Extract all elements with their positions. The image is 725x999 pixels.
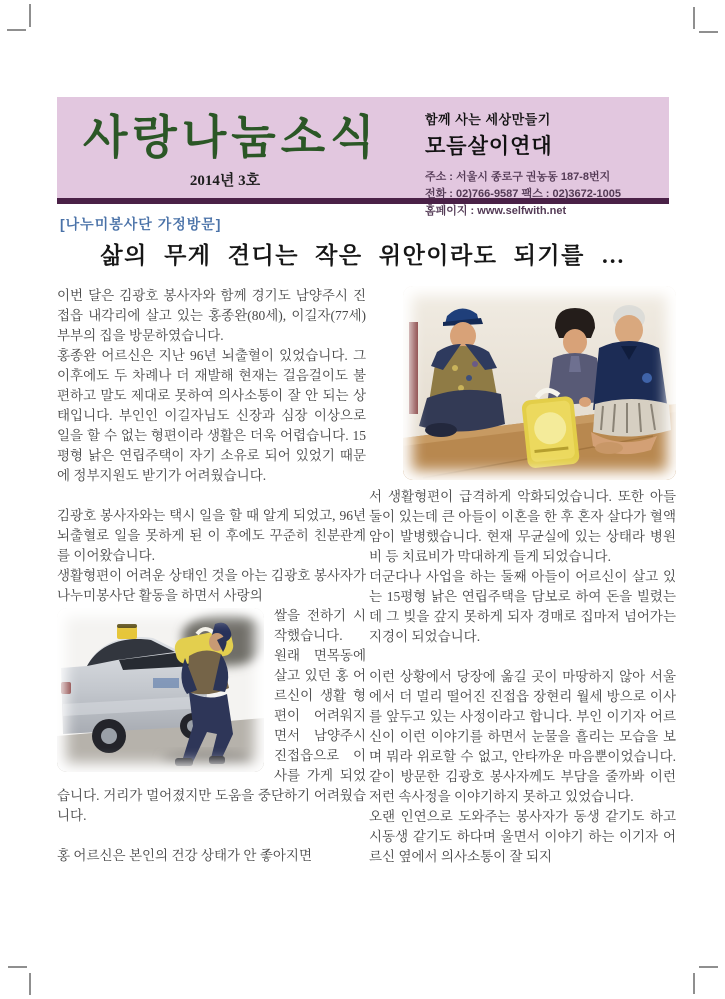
family-photo-illustration xyxy=(403,286,676,480)
crop-mark-bottom-right-h xyxy=(699,966,718,968)
article-paragraph: 김광호 봉사자와는 택시 일을 할 때 알게 되었고, 96년 뇌출혈로 일을 못하게 된 이 후에도 꾸준히 친분관계를 이어왔습니다. xyxy=(57,508,366,563)
paragraph-gap xyxy=(369,647,676,667)
article-paragraph: 쌀을 전하기 시작했습니다. xyxy=(274,608,366,643)
article-paragraph: 이런 상황에서 당장에 옮길 곳이 마땅하지 않아 서울에서 더 멀리 떨어진 진접읍 장현리 월세 방으로 이사를 앞두고 있는 사정이라고 합니다. 부인 이기자 어르신이 이런 이야기를 하면서 눈물을 흘리는 모습을 보며 뭐라 위로할 수 없고, 안타까운 마음뿐이었습니다. 같이 방문한 김광호 봉사자께도 부담을 줄까봐 이런저런 속사정을 이야기하지 못하고 있었습니다. xyxy=(369,669,676,804)
org-contact-block xyxy=(425,169,660,220)
section-tag: [나누미봉사단 가정방문] xyxy=(60,216,222,232)
article-paragraph: 오랜 인연으로 도와주는 봉사자가 동생 같기도 하고 시동생 같기도 하다며 울면서 이야기 하는 이기자 어르신 옆에서 의사소통이 잘 되지 xyxy=(369,809,676,864)
paragraph-gap xyxy=(57,486,366,506)
article-paragraph: 생활형편이 어려운 상태인 것을 아는 김광호 봉사자가 나누미봉사단 활동을 하면서 사랑의 xyxy=(57,568,366,603)
crop-mark-top-right-h xyxy=(699,31,718,33)
article-paragraph: 홍 어르신은 본인의 건강 상태가 안 좋아지면 xyxy=(57,848,312,863)
article-right-column xyxy=(369,286,676,867)
crop-mark-top-left-v xyxy=(29,4,31,27)
article-paragraph: 이번 달은 김광호 봉사자와 함께 경기도 남양주시 진접읍 내각리에 살고 있는 홍종완(80세), 이길자(77세) 부부의 집을 방문하였습니다. xyxy=(57,288,366,343)
org-info-block xyxy=(425,109,660,220)
crop-mark-bottom-left-v xyxy=(29,973,31,995)
crop-mark-top-right-v xyxy=(693,7,695,29)
org-tagline: 함께 사는 세상만들기 xyxy=(425,112,551,127)
crop-mark-top-left-h xyxy=(7,29,26,31)
org-address: 주소 : 서울시 종로구 권농동 187-8번지 xyxy=(425,171,611,183)
taxi-photo xyxy=(57,608,264,772)
article-paragraph: 원래 면목동에 살고 있던 홍 어르신이 생활 형편이 어려워지면서 남양주시 진접읍으로 이사를 가게 되었습니다. 거리가 멀어졌지만 도움을 중단하기 어려웠습니다. xyxy=(57,648,366,823)
article-paragraph: 서 생활형편이 급격하게 악화되었습니다. 또한 아들 둘이 있는데 큰 아들이 이혼을 한 후 혼자 살다가 혈액암이 발병했습니다. 현재 무균실에 있는 상태라 병원비 등 치료비가 막대하게 들게 되었습니다. xyxy=(369,489,676,564)
org-phone-fax: 전화 : 02)766-9587 팩스 : 02)3672-1005 xyxy=(425,188,621,200)
newsletter-title: 사랑나눔소식 xyxy=(83,111,380,163)
paragraph-gap xyxy=(57,826,366,846)
article-paragraph: 홍종완 어르신은 지난 96년 뇌출혈이 있었습니다. 그 이후에도 두 차례나 더 재발해 현재는 걸음걸이도 불편하고 말도 제대로 못하여 의사소통이 잘 안 되는 상태입니다. 부인인 이길자님도 신장과 심장 이상으로 일을 할 수 없는 형편이라 생활은 더욱 어렵습니다. 15평형 낡은 연립주택이 자기 소유로 되어 있었기 때문에 정부지원도 받기가 어려웠습니다. xyxy=(57,348,366,483)
article-left-column xyxy=(57,286,366,866)
crop-mark-bottom-left-h xyxy=(8,966,27,968)
taxi-photo-illustration xyxy=(57,608,264,772)
family-photo xyxy=(403,286,676,480)
org-website: 홈페이지 : www.selfwith.net xyxy=(425,205,567,217)
masthead-banner xyxy=(57,97,669,217)
org-name: 모듬살이연대 xyxy=(425,135,553,158)
crop-mark-bottom-right-v xyxy=(693,973,695,994)
issue-number: 2014년 3호 xyxy=(189,173,261,189)
article-paragraph: 더군다나 사업을 하는 둘째 아들이 어르신이 살고 있는 15평형 낡은 연립주택을 담보로 하여 돈을 빌렸는데 그 빚을 갚지 못하게 되자 경매로 집마저 넘어가는 지경이 되었습니다. xyxy=(369,569,676,644)
article-headline: 삶의 무게 견디는 작은 위안이라도 되기를 … xyxy=(100,243,626,268)
taxi-photo-wrap xyxy=(57,606,366,826)
